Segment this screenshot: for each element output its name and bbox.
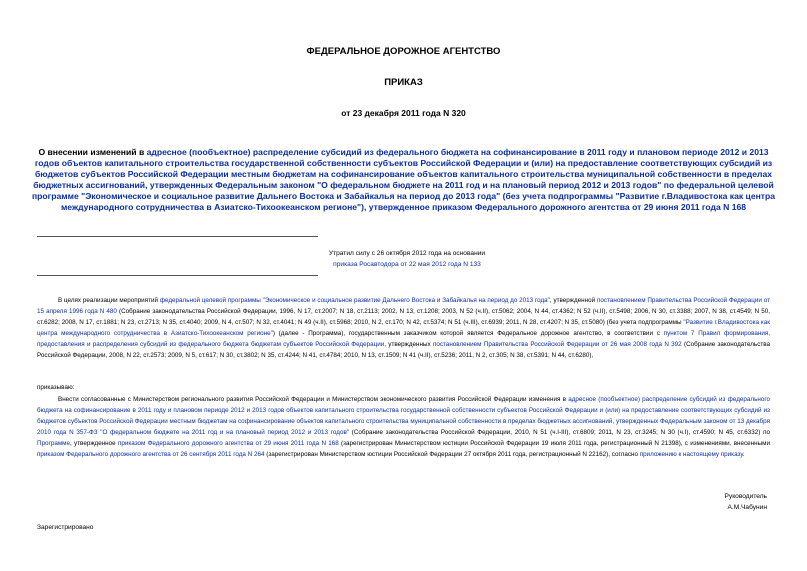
agency-name: ФЕДЕРАЛЬНОЕ ДОРОЖНОЕ АГЕНТСТВО [306,46,501,57]
link-appendix[interactable]: приложению к настоящему приказу [639,450,743,458]
document-type: ПРИКАЗ [384,77,423,88]
title-link-order-168[interactable]: приказом Федерального дорожного агентства от 29 июня 2011 года N 168 [432,202,747,213]
title-text: О внесении изменений в [38,147,147,157]
preamble-text: ) (далее - Программа), государственным заказчиком которой является Федеральное дорожное агентство, в соответствии с [272,329,664,337]
link-order-264[interactable]: приказом Федерального дорожного агентства от 26 сентября 2011 года N 264 [37,450,265,458]
divider-bottom [37,275,318,276]
link-distribution[interactable]: адресное (пообъектное) распределение субсидий из федерального бюджета на софинансирование в 2011 году и плановом периоде 2012 и 2013 годов объектов капитального строительства государственной собственности субъектов Российской Федерации и (или) на предоставление соответствующих субсидий из бюджетов субъектов Российской Федерации местным бюджетам на софинансирование объектов капитального строительства муниципальной собственности в пределах бюджетных ассигнований, утвержденных Федеральным законом от 13 декабря 2010 года N 357-ФЗ "О федеральном бюджете на 2011 год и на плановый период 2012 и 2013 годов" [37,396,770,436]
preamble-text: (Собрание законодательства Российской Федерации, 2008, N 22, ст.2573; 2009, N 5, ст.617; N 30, ст.3802; N 35, ст.4244; N 41, ст.4784; 2010, N 13, ст.1509; N 41 (ч.II), ст.5236; 2011, N 2, ст.305; N 38, ст.5391; N 44, ст.6280), [37,340,770,359]
order-text: . [742,450,745,458]
status-text: Утратил силу с 26 октября 2012 года на основании [328,250,486,257]
link-resolution-480[interactable]: постановлением Правительства Российской Федерации от 15 апреля 1996 года N 480 [37,297,770,315]
link-federal-program[interactable]: федеральной целевой программы "Экономическое и социальное развитие Дальнего Востока и Забайкалья на период до 2013 года" [159,297,550,304]
orders-label: приказываю: [37,384,75,391]
order-text: Внести согласованные с Министерством регионального развития Российской Федерации и Министерством экономического развития Российской Федерации изменения в [58,396,569,403]
link-subprogram[interactable]: "Развитие г.Владивостока как центра международного сотрудничества в Азиатско-Тихоокеанском регионе" [37,318,770,337]
preamble-text: , утвержденной [549,297,597,304]
preamble-text: , утвержденных [384,340,433,348]
link-program[interactable]: Программе [37,439,70,447]
preamble-text: В целях реализации мероприятий [58,297,160,304]
link-resolution-392[interactable]: постановлением Правительства Российской Федерации от 26 мая 2008 года N 392 [432,340,682,348]
registered-note: Зарегистрировано [37,524,94,531]
link-rules-point-7[interactable]: пунктом 7 Правил формирования, предоставления и распределения субсидий из федерального бюджета бюджетам субъектов Российской Федерации [37,329,770,348]
order-text: (зарегистрирован Министерством юстиции Российской Федерации 19 июля 2011 года, регистрационный N 21398), с изменениями, внесенными [338,439,770,447]
divider-top [37,236,318,237]
order-paragraph [37,395,770,460]
order-text: (зарегистрирован Министерством юстиции Российской Федерации 27 октября 2011 года, регистрационный N 22162), согласно [264,450,640,458]
order-text: (Собрание законодательства Российской Федерации, 2010, N 51 (ч.I-III), ст.6809; 2011, N 23, ст.3245; N 30 (ч.I), ст.4590; N 45, ст.6332) по [349,428,770,436]
link-order-168[interactable]: приказом Федерального дорожного агентства от 29 июня 2011 года N 168 [117,439,339,447]
order-text: , утвержденное [70,439,118,447]
status-link[interactable]: приказа Росавтодора от 22 мая 2012 года N 133 [333,261,481,268]
preamble-text: (Собрание законодательства Российской Федерации, 1996, N 17, ст.2007; N 18, ст.2113; 2002, N 13, ст.1208; 2003, N 52 (ч.II), ст.5062; 2004, N 44, ст.4362; N 52 (ч.II), ст.5498; 2006, N 30, ст.3388; 2007, N 38, ст.4549; N 50, ст.6282; 2008, N 17, ст.1881; N 23, ст.2713; N 35, ст.4040; 2009, N 4, ст.507; N 32, ст.4041; N 49 (ч.II), ст.5968; 2010, N 2, ст.170; N 42, ст.5374; N 51 (ч.III), ст.6939; 2011, N 28, ст.4207; N 35, ст.5080) (без учета подпрограммы [37,307,770,326]
document-date: от 23 декабря 2011 года N 320 [341,108,466,118]
title-link-distribution[interactable]: адресное (пообъектное) распределение субсидий из федерального бюджета на софинансирование в 2011 году и плановом периоде 2012 и 2013 годов объектов капитального строительства государственной собственности субъектов Российской Федерации и (или) на предоставление соответствующих субсидий из бюджетов субъектов Российской Федерации местным бюджетам на софинансирование объектов капитального строительства муниципальной собственности в пределах бюджетных ассигнований, утвержденных Федеральным законом "О федеральном бюджете на 2011 год и на плановый период 2012 и 2013 годов" по федеральной целевой программе "Экономическое и социальное развитие Дальнего Востока и Забайкалья на период до 2013 года" (без учета подпрограммы "Развитие г.Владивостока как центра международного сотрудничества в Азиатско-Тихоокеанском регионе"), утвержденное [31,147,776,213]
signature-name: А.М.Чабунин [727,504,767,511]
document-title [30,147,777,214]
signature-role: Руководитель [724,493,767,500]
preamble-paragraph [37,296,770,361]
